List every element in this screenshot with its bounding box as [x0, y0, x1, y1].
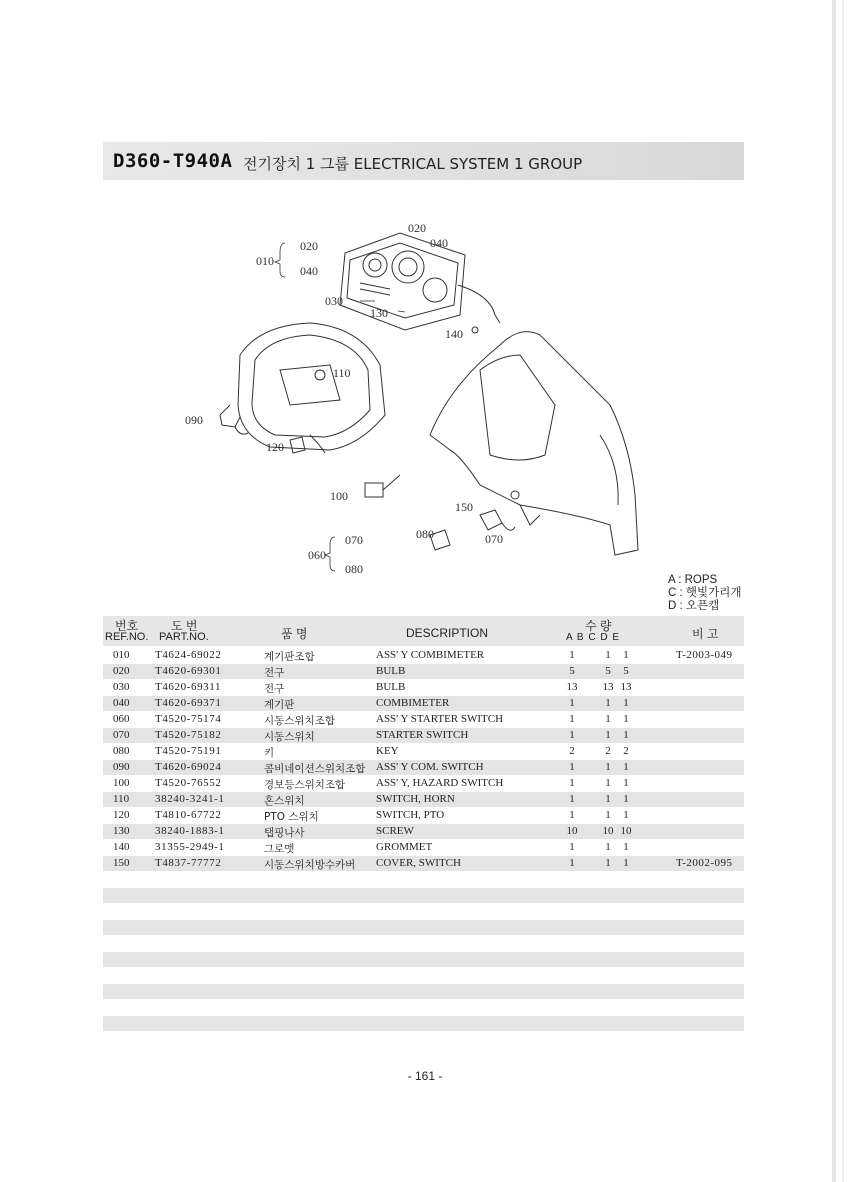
callout-120: 120 [266, 440, 284, 454]
part-no: T4624-69022 [155, 649, 222, 661]
part-no: T4620-69311 [155, 681, 222, 693]
header-part-ko: 도 번 [171, 619, 198, 633]
qty-c: 1 [605, 841, 611, 853]
ref-no: 040 [113, 697, 130, 709]
header-remark-ko: 비 고 [692, 627, 719, 641]
part-no: T4810-67722 [155, 809, 222, 821]
diagram-svg [160, 205, 660, 585]
part-no: T4520-75174 [155, 713, 222, 725]
qty-a: 1 [569, 649, 575, 661]
table-row [103, 680, 744, 695]
legend-sunshade: C : 햇빛가리개 [668, 587, 742, 599]
korean-name: 시동스위치조합 [264, 715, 336, 727]
korean-name: PTO 스위치 [264, 811, 319, 823]
header-ref-ko: 번호 [115, 619, 139, 633]
legend-rops: A : ROPS [668, 574, 718, 586]
ref-no: 130 [113, 825, 130, 837]
ref-no: 140 [113, 841, 130, 853]
qty-a: 1 [569, 761, 575, 773]
qty-a: 1 [569, 777, 575, 789]
callout-040-b: 040 [430, 236, 448, 250]
korean-name: 키 [264, 747, 275, 759]
qty-d: 1 [623, 697, 629, 709]
description: ASS' Y, HAZARD SWITCH [376, 777, 504, 789]
qty-a: 10 [566, 825, 578, 837]
qty-c: 1 [605, 793, 611, 805]
qty-d: 5 [623, 665, 629, 677]
empty-row-stripe [103, 920, 744, 935]
panel-housing-drawing [430, 327, 638, 555]
qty-d: 13 [620, 681, 632, 693]
table-header [103, 616, 744, 646]
callout-140: 140 [445, 327, 463, 341]
callout-150: 150 [455, 500, 473, 514]
table-row [103, 840, 744, 855]
table-row [103, 648, 744, 663]
korean-name: 그로멧 [264, 843, 295, 855]
qty-d: 1 [623, 649, 629, 661]
korean-name: 콤비네이션스위치조합 [264, 763, 366, 775]
korean-name: 경보등스위치조합 [264, 779, 346, 791]
table-row [103, 728, 744, 743]
ref-no: 090 [113, 761, 130, 773]
empty-row-stripe [103, 888, 744, 903]
table-row [103, 824, 744, 839]
table-row [103, 696, 744, 711]
part-no: T4620-69024 [155, 761, 222, 773]
description: COMBIMETER [376, 697, 450, 709]
part-no: T4520-76552 [155, 777, 222, 789]
qty-a: 1 [569, 809, 575, 821]
qty-d: 1 [623, 713, 629, 725]
korean-name: 시동스위치방수카버 [264, 859, 356, 871]
combimeter-drawing [340, 233, 500, 330]
qty-c: 13 [602, 681, 614, 693]
qty-a: 5 [569, 665, 575, 677]
qty-d: 1 [623, 857, 629, 869]
callout-020-b: 020 [408, 221, 426, 235]
qty-c: 1 [605, 761, 611, 773]
qty-c: 1 [605, 777, 611, 789]
qty-c: 1 [605, 649, 611, 661]
qty-a: 1 [569, 697, 575, 709]
part-no: 31355-2949-1 [155, 841, 225, 853]
qty-d: 1 [623, 793, 629, 805]
ref-no: 070 [113, 729, 130, 741]
korean-name: 시동스위치 [264, 731, 315, 743]
ref-no: 060 [113, 713, 130, 725]
table-row [103, 664, 744, 679]
callout-020-a: 020 [300, 239, 318, 253]
qty-d: 1 [623, 761, 629, 773]
description: ASS' Y STARTER SWITCH [376, 713, 504, 725]
ref-no: 080 [113, 745, 130, 757]
qty-d: 1 [623, 777, 629, 789]
qty-c: 1 [605, 697, 611, 709]
callout-080-a: 080 [416, 527, 434, 541]
legend [668, 574, 741, 613]
ref-no: 020 [113, 665, 130, 677]
description: BULB [376, 665, 406, 677]
page-edge [832, 0, 836, 1182]
description: BULB [376, 681, 406, 693]
callout-130: 130 [370, 306, 388, 320]
ref-no: 150 [113, 857, 130, 869]
callout-040-a: 040 [300, 264, 318, 278]
part-no: T4520-75191 [155, 745, 222, 757]
qty-c: 5 [605, 665, 611, 677]
ref-no: 100 [113, 777, 130, 789]
table-row [103, 856, 744, 871]
qty-a: 1 [569, 713, 575, 725]
qty-c: 1 [605, 713, 611, 725]
header-qty-ko: 수 량 [585, 619, 612, 633]
qty-a: 13 [566, 681, 578, 693]
empty-row-stripe [103, 984, 744, 999]
header-name-ko: 품 명 [281, 627, 308, 641]
table-row [103, 712, 744, 727]
page-edge-inner [842, 0, 844, 1182]
description: SWITCH, HORN [376, 793, 455, 805]
description: STARTER SWITCH [376, 729, 469, 741]
description: KEY [376, 745, 399, 757]
ref-no: 110 [113, 793, 130, 805]
table-row [103, 744, 744, 759]
legend-opencab: D : 오픈캡 [668, 600, 720, 612]
part-no: T4620-69371 [155, 697, 222, 709]
callout-100: 100 [330, 489, 348, 503]
group-code: D360-T940A [113, 150, 233, 172]
empty-row-stripe [103, 952, 744, 967]
qty-d: 1 [623, 841, 629, 853]
empty-row-stripe [103, 1016, 744, 1031]
part-no: T4620-69301 [155, 665, 222, 677]
qty-c: 2 [605, 745, 611, 757]
ref-no: 120 [113, 809, 130, 821]
header-description: DESCRIPTION [406, 626, 489, 640]
part-no: T4837-77772 [155, 857, 222, 869]
remark: T-2003-049 [676, 649, 733, 661]
callout-110: 110 [333, 366, 351, 380]
part-no: 38240-1883-1 [155, 825, 225, 837]
qty-a: 1 [569, 793, 575, 805]
table-row [103, 760, 744, 775]
qty-c: 10 [602, 825, 614, 837]
callout-090: 090 [185, 413, 203, 427]
callout-010: 010 [256, 254, 274, 268]
page-number: - 161 - [407, 1069, 443, 1083]
header-part: PART.NO. [159, 631, 209, 643]
callout-060: 060 [308, 548, 326, 562]
korean-name: 계기판조합 [264, 651, 315, 663]
callout-030: 030 [325, 294, 343, 308]
qty-a: 1 [569, 729, 575, 741]
table-row [103, 792, 744, 807]
exploded-diagram [160, 205, 660, 585]
dash-frame-drawing [220, 323, 385, 453]
callout-070-a: 070 [485, 532, 503, 546]
part-no: 38240-3241-1 [155, 793, 225, 805]
part-no: T4520-75182 [155, 729, 222, 741]
korean-name: 계기판 [264, 699, 295, 711]
korean-name: 전구 [264, 683, 285, 695]
callout-080-b: 080 [345, 562, 363, 576]
header-qty-cols: A B C D E [566, 632, 621, 643]
header-ref: REF.NO. [105, 631, 149, 643]
qty-d: 2 [623, 745, 629, 757]
table-row [103, 808, 744, 823]
description: SWITCH, PTO [376, 809, 445, 821]
qty-d: 1 [623, 729, 629, 741]
description: GROMMET [376, 841, 433, 853]
korean-name: 혼스위치 [264, 795, 305, 807]
callout-070-b: 070 [345, 533, 363, 547]
korean-name: 전구 [264, 667, 285, 679]
group-title: 전기장치 1 그룹 ELECTRICAL SYSTEM 1 GROUP [243, 155, 583, 173]
title-band [103, 142, 744, 180]
switches-drawing [290, 437, 515, 550]
ref-no: 030 [113, 681, 130, 693]
ref-no: 010 [113, 649, 130, 661]
qty-d: 10 [620, 825, 632, 837]
description: COVER, SWITCH [376, 857, 461, 869]
qty-a: 2 [569, 745, 575, 757]
description: SCREW [376, 825, 414, 837]
remark: T-2002-095 [676, 857, 733, 869]
description: ASS' Y COMBIMETER [376, 649, 485, 661]
qty-c: 1 [605, 857, 611, 869]
qty-c: 1 [605, 809, 611, 821]
qty-a: 1 [569, 857, 575, 869]
description: ASS' Y COM. SWITCH [376, 761, 484, 773]
table-row [103, 776, 744, 791]
qty-a: 1 [569, 841, 575, 853]
qty-d: 1 [623, 809, 629, 821]
korean-name: 탭핑나사 [264, 827, 305, 839]
qty-c: 1 [605, 729, 611, 741]
